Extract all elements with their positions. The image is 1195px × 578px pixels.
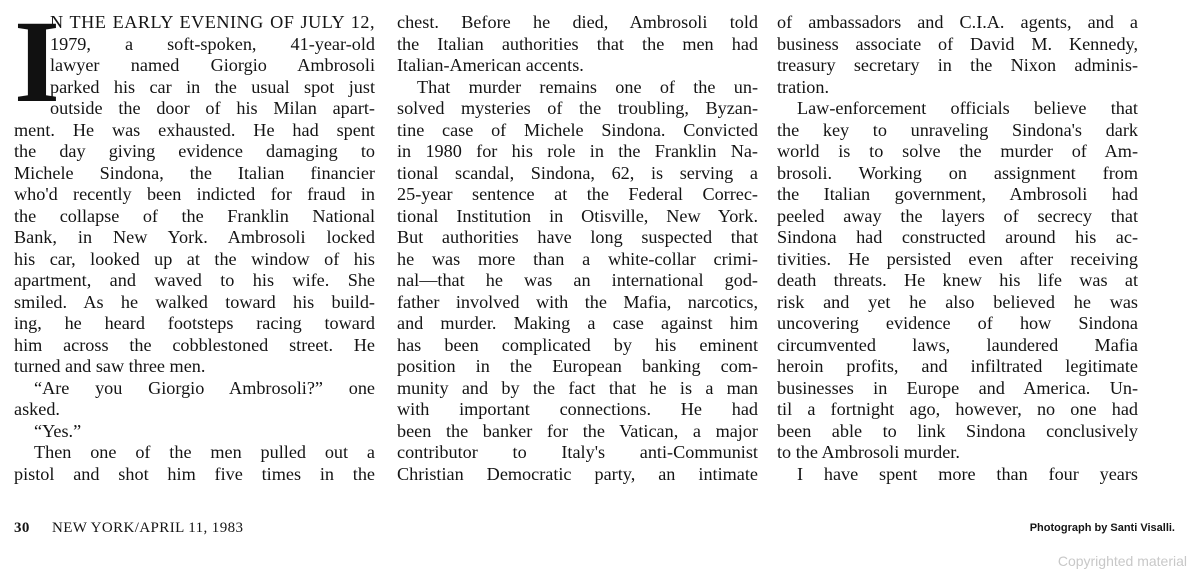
text-line: who'd recently been indicted for fraud in	[14, 184, 375, 204]
text-line: lawyer named Giorgio Ambrosoli	[50, 55, 375, 75]
text-line: the day giving evidence damaging to	[14, 141, 375, 161]
text-line: uncovering evidence of how Sindona	[777, 313, 1138, 333]
text-line: parked his car in the usual spot just	[50, 76, 375, 97]
text-line: tine case of Michele Sindona. Convicted	[397, 119, 758, 140]
text-line: he was more than a white-collar crimi-	[397, 248, 758, 269]
text-line: 25-year sentence at the Federal Correc-	[397, 184, 758, 204]
text-line: solved mysteries of the troubling, Byzan-	[397, 98, 758, 118]
text-line: heroin profits, and infiltrated legitimate	[777, 356, 1138, 376]
text-line: “Are you Giorgio Ambrosoli?” one	[34, 377, 375, 398]
article-column-1	[14, 0, 375, 485]
text-line: ing, he heard footsteps racing toward	[14, 313, 375, 333]
copyright-watermark: Copyrighted material	[1057, 553, 1187, 569]
text-line: business associate of David M. Kennedy,	[777, 33, 1138, 54]
text-line: his car, looked up at the window of his	[14, 248, 375, 269]
text-line: Sindona had constructed around his ac-	[777, 227, 1138, 247]
text-line: in 1980 for his role in the Franklin Na-	[397, 141, 758, 161]
text-line: tional Institution in Otisville, New York.	[397, 205, 758, 226]
text-line: the key to unraveling Sindona's dark	[777, 119, 1138, 140]
text-line: father involved with the Mafia, narcotics,	[397, 291, 758, 312]
text-line: circumvented laws, laundered Mafia	[777, 334, 1138, 355]
text-line: pistol and shot him five times in the	[14, 463, 375, 484]
drop-cap: I	[14, 0, 60, 127]
text-line: ment. He was exhausted. He had spent	[14, 119, 375, 140]
text-line: him across the cobblestoned street. He	[14, 334, 375, 355]
text-line: to the Ambrosoli murder.	[777, 442, 960, 462]
article-column-2	[397, 12, 758, 485]
text-line: outside the door of his Milan apart-	[50, 98, 375, 118]
text-line: contributor to Italy's anti-Communist	[397, 442, 758, 462]
text-line: turned and saw three men.	[14, 356, 206, 376]
text-line: Italian-American accents.	[397, 55, 584, 75]
text-line: position in the European banking com-	[397, 356, 758, 376]
text-line: smiled. As he walked toward his build-	[14, 291, 375, 312]
text-line: chest. Before he died, Ambrosoli told	[397, 12, 758, 32]
page-footer	[14, 520, 243, 537]
text-line: nal—that he was an international god-	[397, 270, 758, 290]
article-column-3	[777, 12, 1138, 485]
text-line: I have spent more than four years	[797, 463, 1138, 484]
text-line: munity and by the fact that he is a man	[397, 377, 758, 398]
text-line: businesses in Europe and America. Un-	[777, 377, 1138, 398]
text-line: and murder. Making a case against him	[397, 313, 758, 333]
text-line: Michele Sindona, the Italian financier	[14, 162, 375, 183]
text-line: death threats. He knew his life was at	[777, 270, 1138, 290]
text-line: of ambassadors and C.I.A. agents, and a	[777, 12, 1138, 32]
text-line: Then one of the men pulled out a	[34, 442, 375, 462]
text-line: brosoli. Working on assignment from	[777, 162, 1138, 183]
text-line: tional scandal, Sindona, 62, is serving a	[397, 162, 758, 183]
photo-credit: Photograph by Santi Visalli.	[1029, 522, 1175, 534]
text-line: 1979, a soft-spoken, 41-year-old	[50, 33, 375, 54]
text-line: Bank, in New York. Ambrosoli locked	[14, 227, 375, 247]
text-line: has been complicated by his eminent	[397, 334, 758, 355]
text-line: N THE EARLY EVENING OF JULY 12,	[50, 12, 375, 32]
text-line: apartment, and waved to his wife. She	[14, 270, 375, 290]
text-line: til a fortnight ago, however, no one had	[777, 399, 1138, 419]
text-line: Law-enforcement officials believe that	[797, 98, 1138, 118]
text-line: Christian Democratic party, an intimate	[397, 463, 758, 484]
page-number: 30	[14, 520, 30, 536]
text-line: been the banker for the Vatican, a major	[397, 420, 758, 441]
text-line: That murder remains one of the un-	[417, 76, 758, 97]
text-line: treasury secretary in the Nixon adminis-	[777, 55, 1138, 75]
text-line: risk and yet he also believed he was	[777, 291, 1138, 312]
text-line: been able to link Sindona conclusively	[777, 420, 1138, 441]
text-line: asked.	[14, 399, 60, 419]
text-line: tration.	[777, 76, 830, 97]
text-line: the collapse of the Franklin National	[14, 205, 375, 226]
text-line: with important connections. He had	[397, 399, 758, 419]
text-line: peeled away the layers of secrecy that	[777, 205, 1138, 226]
text-line: “Yes.”	[34, 420, 82, 441]
text-line: the Italian authorities that the men had	[397, 33, 758, 54]
text-line: world is to solve the murder of Am-	[777, 141, 1138, 161]
text-line: tivities. He persisted even after receiving	[777, 248, 1138, 269]
text-line: But authorities have long suspected that	[397, 227, 758, 247]
text-line: the Italian government, Ambrosoli had	[777, 184, 1138, 204]
publication-line: NEW YORK/APRIL 11, 1983	[51, 520, 244, 536]
